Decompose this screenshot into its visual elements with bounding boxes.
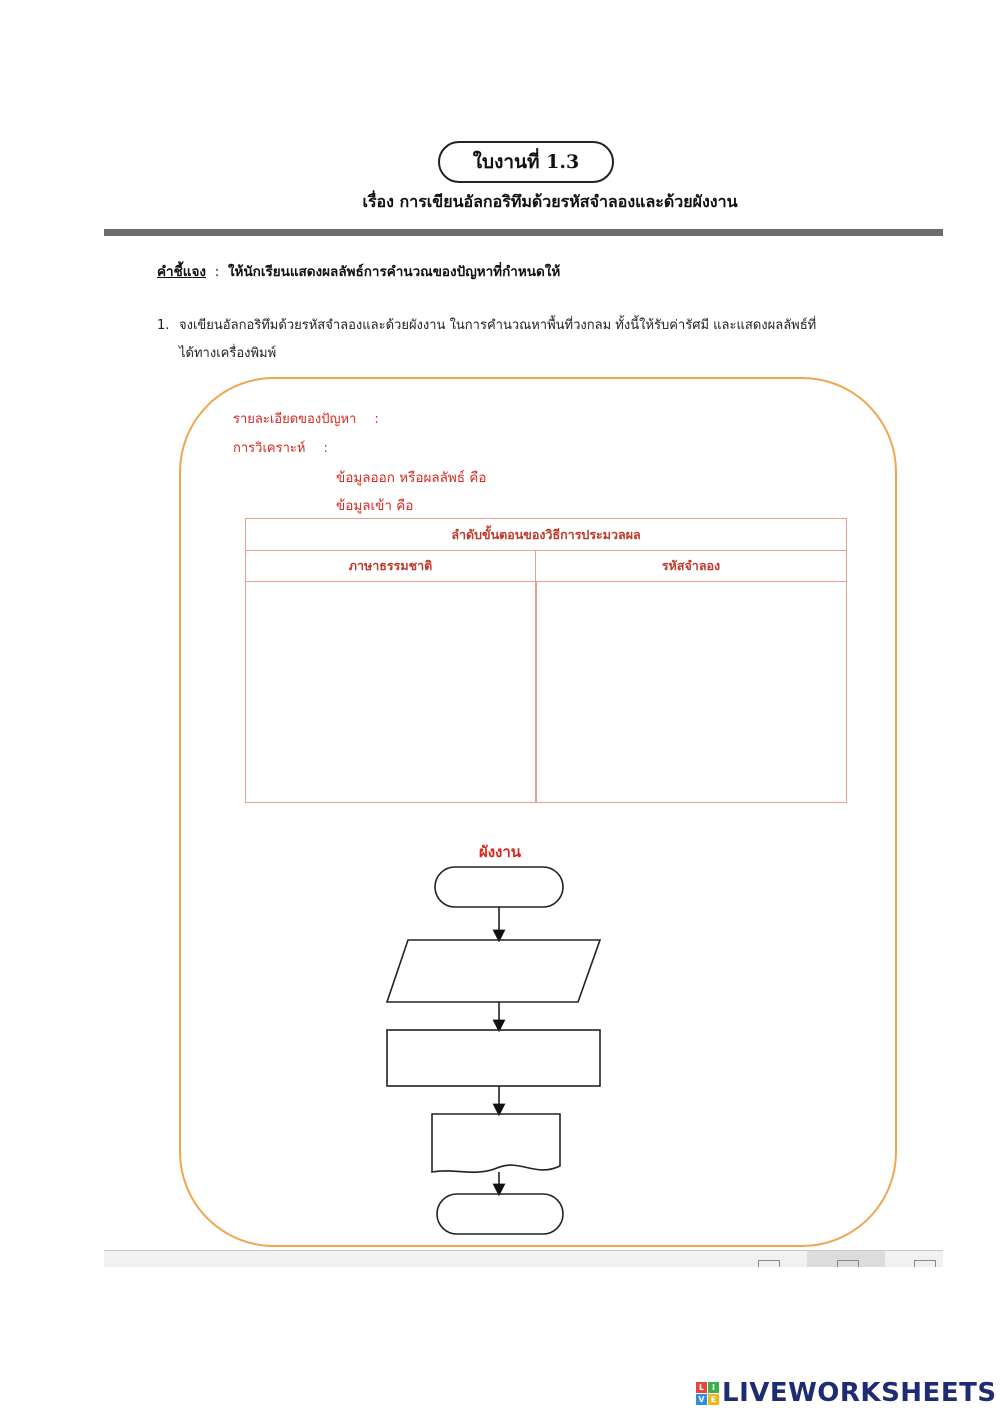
worksheet-title: ใบงานที่ 1.3 [438,141,614,183]
flowchart-document-output [432,1114,560,1172]
question-text-line2: ได้ทางเครื่องพิมพ์ [179,346,277,361]
brand-mark-letter: L [696,1382,707,1393]
brand-mark-letter: E [708,1394,719,1405]
flowchart-start-terminal [435,867,563,907]
col-pseudocode: รหัสจำลอง [661,558,721,573]
viewer-status-bar [104,1250,943,1267]
brand-mark-letter: I [708,1382,719,1393]
print-layout-icon[interactable] [837,1260,859,1267]
web-layout-icon[interactable] [914,1260,936,1267]
read-mode-icon[interactable] [758,1260,780,1267]
input-label: ข้อมูลเข้า คือ [336,498,414,514]
question-number: 1. [157,318,170,333]
instructions-text: ให้นักเรียนแสดงผลลัพธ์การคำนวณของปัญหาที่กำหนดให้ [227,264,561,280]
problem-detail-label: รายละเอียดของปัญหา [233,412,357,427]
flowchart-input-parallelogram [387,940,600,1002]
analysis-colon: : [323,441,328,456]
brand-mark-letter: V [696,1394,707,1405]
worksheet-subtitle: เรื่อง การเขียนอัลกอริทึมด้วยรหัสจำลองและด้วยผังงาน [362,192,738,211]
instructions-separator: : [214,264,220,280]
steps-table-title: ลำดับขั้นตอนของวิธีการประมวลผล [246,519,846,551]
question-text-line1: จงเขียนอัลกอริทึมด้วยรหัสจำลองและด้วยผังงาน ในการคำนวณหาพื้นที่วงกลม ทั้งนี้ให้รับค่ารัศมี และแสดงผลลัพธ์ที่ [179,318,817,333]
col-natural-language: ภาษาธรรมชาติ [246,551,536,581]
output-label: ข้อมูลออก หรือผลลัพธ์ คือ [336,470,487,486]
brand-name: LIVEWORKSHEETS [722,1378,997,1408]
analysis-label: การวิเคราะห์ [233,441,306,456]
liveworksheets-logo [696,1378,997,1408]
flowchart-process-box [387,1030,600,1086]
instructions-label: คำชี้แจง [157,264,206,280]
brand-mark [696,1382,719,1405]
flowchart-title: ผังงาน [478,843,522,861]
flowchart-end-terminal [437,1194,563,1234]
problem-detail-colon: : [374,412,379,427]
